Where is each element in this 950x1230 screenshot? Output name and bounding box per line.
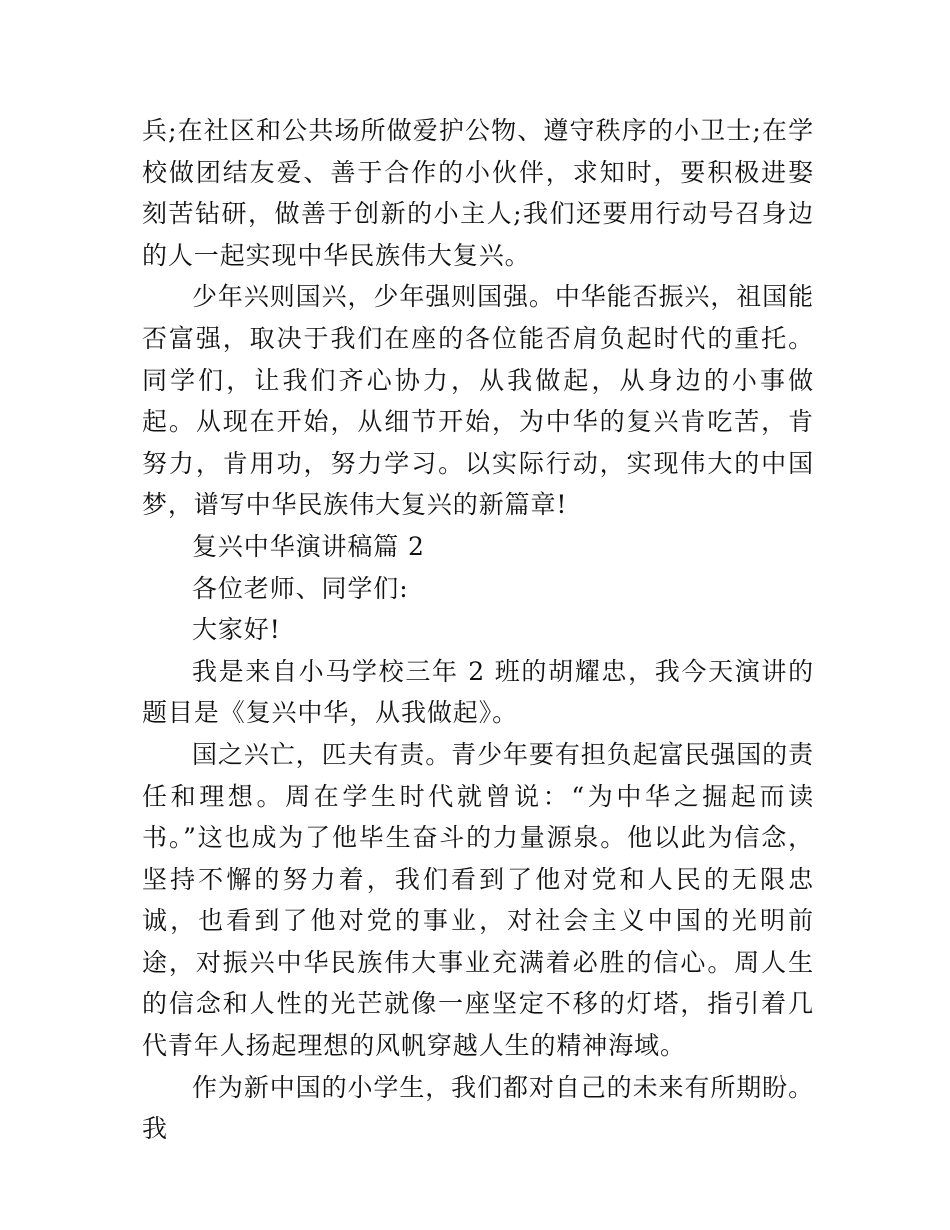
- paragraph-1: 兵;在社区和公共场所做爱护公物、遵守秩序的小卫士;在学校做团结友爱、善于合作的小伙伴，求知时，要积极进娶刻苦钻研，做善于创新的小主人;我们还要用行动号召身边的人一起实现中华民族伟大复兴。: [142, 116, 814, 270]
- paragraph-continued: 作为新中国的小学生，我们都对自己的未来有所期盼。我: [142, 1072, 814, 1144]
- document-body: [142, 110, 814, 1150]
- salutation: 各位老师、同学们:: [192, 573, 409, 603]
- paragraph-main: 国之兴亡，匹夫有责。青少年要有担负起富民强国的责任和理想。周在学生时代就曾说：“为中华之掘起而读书。”这也成为了他毕生奋斗的力量源泉。他以此为信念，坚持不懈的努力着，我们看到了他对党和人民的无限忠诚，也看到了他对党的事业，对社会主义中国的光明前途，对振兴中华民族伟大事业充满着必胜的信心。周人生的信念和人性的光芒就像一座坚定不移的灯塔，指引着几代青年人扬起理想的风帆穿越人生的精神海域。: [142, 739, 814, 1061]
- paragraph-2: 少年兴则国兴，少年强则国强。中华能否振兴，祖国能否富强，取决于我们在座的各位能否肩负起时代的重托。同学们，让我们齐心协力，从我做起，从身边的小事做起。从现在开始，从细节开始，为中华的复兴肯吃苦，肯努力，肯用功，努力学习。以实际行动，实现伟大的中国梦，谱写中华民族伟大复兴的新篇章!: [142, 282, 814, 520]
- greeting: 大家好!: [192, 615, 281, 645]
- paragraph-introduction: 我是来自小马学校三年 2 班的胡耀忠，我今天演讲的题目是《复兴中华，从我做起》。: [142, 656, 814, 728]
- section-title: 复兴中华演讲稿篇 2: [192, 531, 425, 561]
